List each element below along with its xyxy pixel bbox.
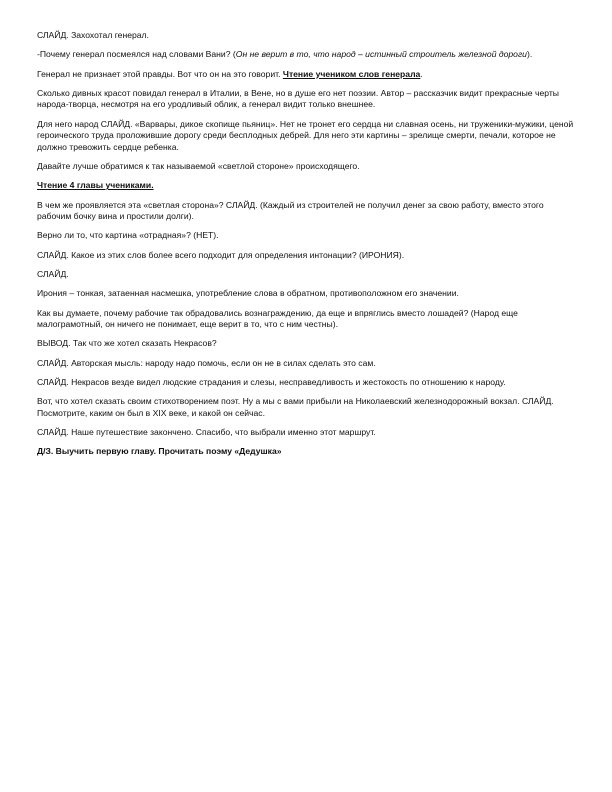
paragraph-author-thought [37, 358, 577, 370]
paragraph-barbarians [37, 119, 577, 154]
paragraph-general-denies [37, 69, 577, 81]
bold-instruction: Чтение 4 главы учениками. [37, 180, 154, 191]
paragraph-text: Ирония – тонкая, затаенная насмешка, употребление слова в обратном, противоположном его значении. [37, 288, 459, 299]
paragraph-text: СЛАЙД. Авторская мысль: народу надо помочь, если он не в силах сделать это сам. [37, 357, 376, 368]
paragraph-homework [37, 446, 577, 458]
paragraph-text: Верно ли то, что картина «отрадная»? (НЕТ). [37, 230, 219, 241]
bold-instruction: Чтение учеником слов генерала [282, 68, 421, 79]
paragraph-text: СЛАЙД. Наше путешествие закончено. Спасибо, что выбрали именно этот маршрут. [37, 427, 376, 438]
paragraph-intonation [37, 250, 577, 262]
paragraph-text: Давайте лучше обратимся к так называемой «светлой стороне» происходящего. [37, 160, 360, 171]
paragraph-text: СЛАЙД. [37, 268, 69, 279]
paragraph-text: Для него народ СЛАЙД. «Варвары, дикое скопище пьяниц». Нет не тронет его сердца ни славная осень, ни труженики-мужики, ценой героического труда проложившие дорогу среди бесплодных дебрей. Для него эти картины – зрелище смерти, печали, которое не должно тревожить сердце ребенка. [37, 118, 574, 152]
paragraph-slide [37, 269, 577, 281]
paragraph-text: Как вы думаете, почему рабочие так обрадовались вознаграждению, да еще и впряглись вместо лошадей? (Народ еще малограмотный, он ничего не понимает, еще верит в то, что с ним честны). [37, 307, 518, 330]
paragraph-text: СЛАЙД. Захохотал генерал. [37, 30, 149, 40]
paragraph-text: В чем же проявляется эта «светлая сторона»? СЛАЙД. (Каждый из строителей не получил денег за свою работу, вместо этого рабочим бочку вина и простили долги). [37, 199, 544, 222]
bold-homework: Д/З. Выучить первую главу. Прочитать поэму «Дедушка» [37, 446, 282, 457]
paragraph-beauties [37, 88, 577, 111]
paragraph-text: СЛАЙД. Некрасов везде видел людские страдания и слезы, несправедливость и жестокость по отношению к народу. [37, 376, 506, 387]
paragraph-text: Вот, что хотел сказать своим стихотворением поэт. Ну а мы с вами прибыли на Николаевский железнодорожный вокзал. СЛАЙД. Посмотрите, каким он был в XIX веке, и какой он сейчас. [37, 396, 554, 418]
italic-answer: Он не верит в то, что народ – истинный строитель железной дороги [235, 49, 527, 60]
paragraph-text: СЛАЙД. Какое из этих слов более всего подходит для определения интонации? (ИРОНИЯ). [37, 249, 405, 260]
paragraph-conclusion [37, 338, 577, 350]
paragraph-text: Генерал не признает этой правды. Вот что он на это говорит. [37, 68, 283, 79]
paragraph-text: -Почему генерал посмеялся над словами Вани? ( [37, 49, 236, 60]
paragraph-bright-side-question [37, 200, 577, 223]
paragraph-nekrasov-suffering [37, 377, 577, 389]
paragraph-joyful-question [37, 230, 577, 242]
paragraph-question-general [37, 49, 577, 61]
paragraph-text: . [420, 68, 423, 79]
paragraph-text: Сколько дивных красот повидал генерал в Италии, в Вене, но в душе его нет поэзии. Автор – рассказчик видит прекрасные черты народа-творца, несмотря на его уродливый облик, а генерал видит только внешнее. [37, 87, 559, 110]
paragraph-journey-end [37, 427, 577, 439]
paragraph-station [37, 396, 577, 419]
paragraph-workers-question [37, 308, 577, 331]
paragraph-reading-chapter-4 [37, 180, 577, 192]
document-body [37, 30, 577, 466]
paragraph-text: ). [526, 49, 533, 60]
paragraph-slide-general-laughed [37, 30, 577, 42]
paragraph-text: ВЫВОД. Так что же хотел сказать Некрасов? [37, 338, 217, 349]
paragraph-irony-definition [37, 288, 577, 300]
paragraph-bright-side [37, 161, 577, 173]
